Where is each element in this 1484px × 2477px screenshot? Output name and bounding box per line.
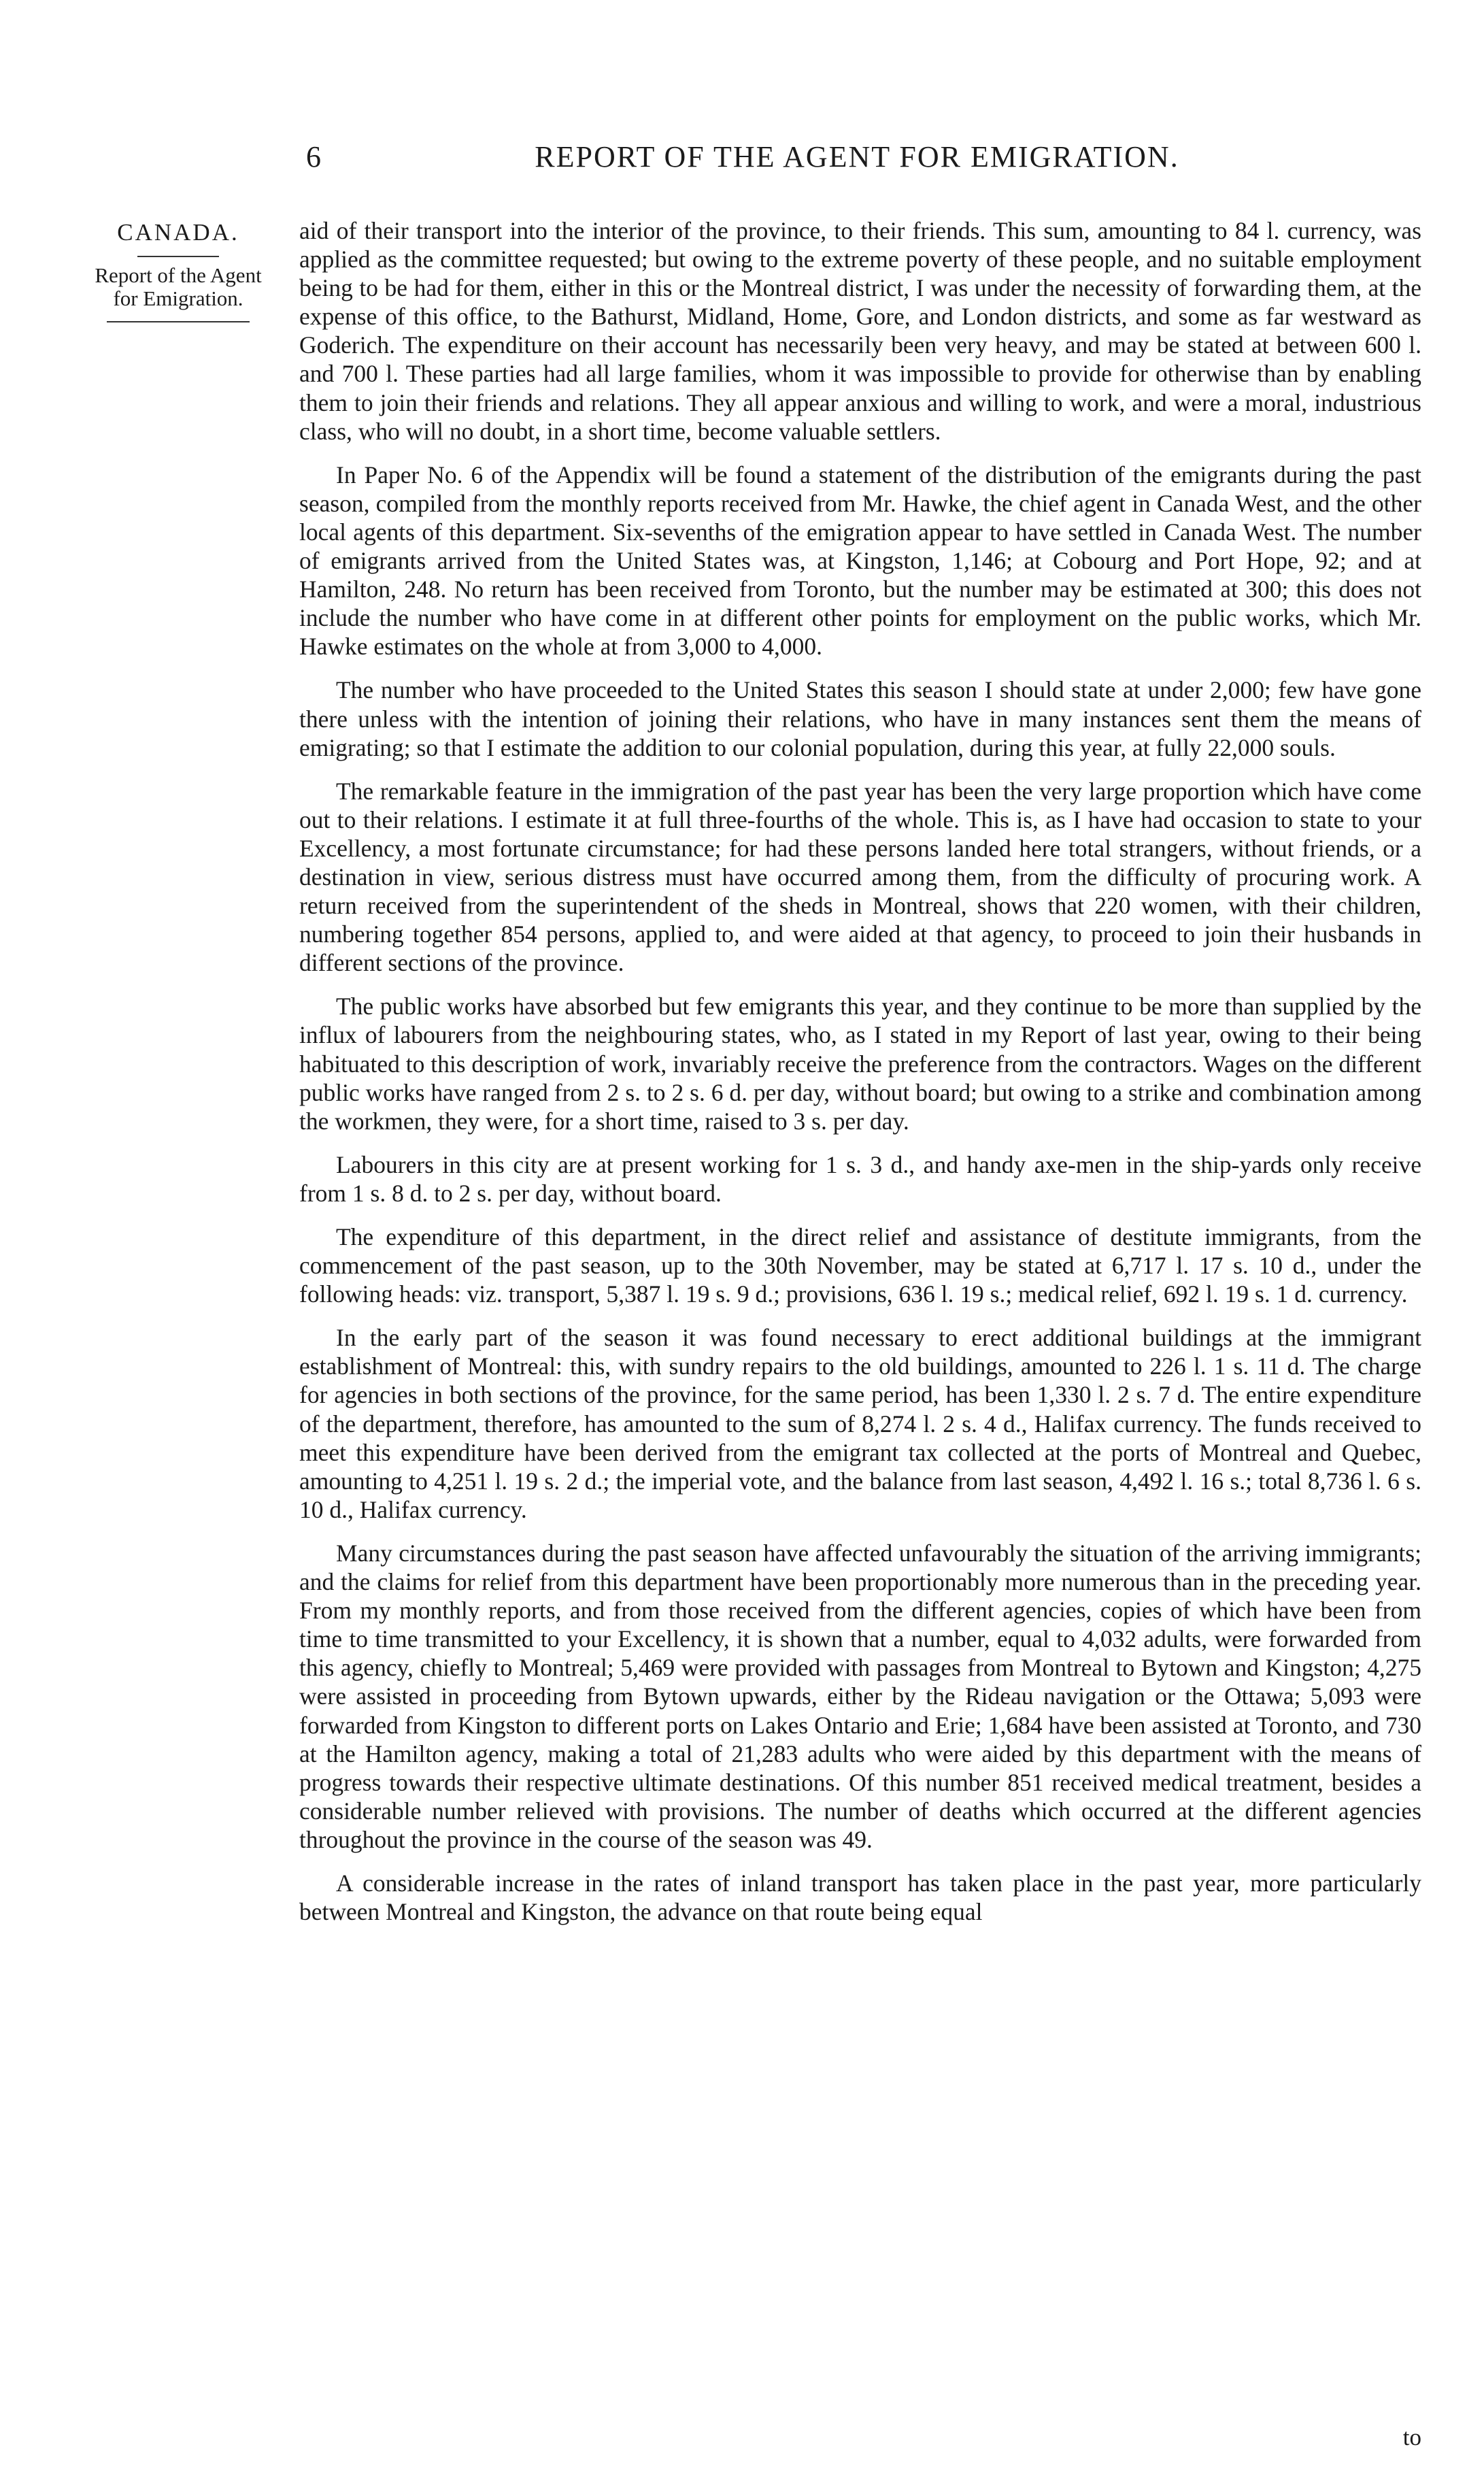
paragraph-labourers-wages: Labourers in this city are at present working for 1 s. 3 d., and handy axe-men in the ship-yards only receive from 1 s. 8 d. to 2 s. per day, without board. bbox=[299, 1150, 1421, 1207]
margin-rule-short bbox=[137, 256, 219, 257]
paragraph-transport-of-families: aid of their transport into the interior of the province, to their friends. This sum, amounting to 84 l. currency, was applied as the committee requested; but owing to the extreme poverty of these people, and no suitable employment being to be had for them, either in this or the Montreal district, I was under the necessity of forwarding them, at the expense of this office, to the Bathurst, Midland, Home, Gore, and London districts, and some as far westward as Goderich. The expenditure on their account has necessarily been very heavy, and may be stated at between 600 l. and 700 l. These parties had all large families, whom it was impossible to provide for otherwise than by enabling them to join their friends and relations. They all appear anxious and willing to work, and were a moral, industrious class, who will no doubt, in a short time, become valuable settlers. bbox=[299, 217, 1421, 445]
margin-note-caption-line1: Report of the Agent bbox=[95, 263, 262, 287]
paragraph-relations: The remarkable feature in the immigration of the past year has been the very large proportion which have come out to their relations. I estimate it at full three-fourths of the whole. This is, as I have had occasion to state to your Excellency, a most fortunate circumstance; for had these persons landed here total strangers, without friends, or a destination in view, serious distress must have occurred among them, from the difficulty of procuring work. A return received from the superintendent of the sheds in Montreal, shows that 220 women, with their children, numbering together 854 persons, applied to, and were aided at that agency, to proceed to join their husbands in different sections of the province. bbox=[299, 777, 1421, 977]
paragraph-relief-statistics: Many circumstances during the past season have affected unfavourably the situation of the arriving immigrants; and the claims for relief from this department have been proportionably more numerous than in the preceding year. From my monthly reports, and from those received from the different agencies, copies of which have been from time to time transmitted to your Excellency, it is shown that a number, equal to 4,032 adults, were forwarded from this agency, chiefly to Montreal; 5,469 were provided with passages from Montreal to Bytown and Kingston; 4,275 were assisted in proceeding from Bytown upwards, either by the Rideau navigation or the Ottawa; 5,093 were forwarded from Kingston to different ports on Lakes Ontario and Erie; 1,684 have been assisted at Toronto, and 730 at the Hamilton agency, making a total of 21,283 adults who were aided by this department with the means of progress towards their respective ultimate destinations. Of this number 851 received medical treatment, besides a considerable number relieved with provisions. The number of deaths which occurred at the different agencies throughout the province in the course of the season was 49. bbox=[299, 1539, 1421, 1853]
paragraph-inland-transport: A considerable increase in the rates of inland transport has taken place in the past year, more particularly between Montreal and Kingston, the advance on that route being equal bbox=[299, 1869, 1421, 1926]
paragraph-buildings-funds: In the early part of the season it was found necessary to erect additional buildings at the immigrant establishment of Montreal: this, with sundry repairs to the old buildings, amounted to 226 l. 1 s. 11 d. The charge for agencies in both sections of the province, for the same period, has been 1,330 l. 2 s. 7 d. The entire expenditure of the department, therefore, has amounted to the sum of 8,274 l. 2 s. 4 d., Halifax currency. The funds received to meet this expenditure have been derived from the emigrant tax collected at the ports of Montreal and Quebec, amounting to 4,251 l. 19 s. 2 d.; the imperial vote, and the balance from last season, 4,492 l. 16 s.; total 8,736 l. 6 s. 10 d., Halifax currency. bbox=[299, 1324, 1421, 1523]
paragraph-united-states: The number who have proceeded to the United States this season I should state at under 2,000; few have gone there unless with the intention of joining their relations, who have in many instances sent them the means of emigrating; so that I estimate the addition to our colonial population, during this year, at fully 22,000 souls. bbox=[299, 676, 1421, 761]
paragraph-distribution-statement: In Paper No. 6 of the Appendix will be found a statement of the distribution of the emigrants during the past season, compiled from the monthly reports received from Mr. Hawke, the chief agent in Canada West, and the other local agents of this department. Six-sevenths of the emigration appear to have settled in Canada West. The number of emigrants arrived from the United States was, at Kingston, 1,146; at Cobourg and Port Hope, 92; and at Hamilton, 248. No return has been received from Toronto, but the number may be estimated at 300; this does not include the number who have come in at different other points for employment on the public works, which Mr. Hawke estimates on the whole at from 3,000 to 4,000. bbox=[299, 461, 1421, 661]
margin-rule-long bbox=[107, 321, 250, 322]
body-text bbox=[299, 216, 1421, 1941]
catchword: to bbox=[1402, 2424, 1421, 2450]
page-number: 6 bbox=[306, 140, 321, 173]
margin-note-country: CANADA. bbox=[117, 219, 239, 246]
margin-note-caption-line2: for Emigration. bbox=[113, 286, 243, 310]
page-header bbox=[292, 139, 1421, 180]
running-title: REPORT OF THE AGENT FOR EMIGRATION. bbox=[535, 140, 1179, 173]
margin-note bbox=[56, 219, 301, 322]
paragraph-public-works: The public works have absorbed but few emigrants this year, and they continue to be more than supplied by the influx of labourers from the neighbouring states, who, as I stated in my Report of last year, owing to their being habituated to this description of work, invariably receive the preference from the contractors. Wages on the different public works have ranged from 2 s. to 2 s. 6 d. per day, without board; but owing to a strike and combination among the workmen, they were, for a short time, raised to 3 s. per day. bbox=[299, 993, 1421, 1135]
paragraph-expenditure: The expenditure of this department, in the direct relief and assistance of destitute immigrants, from the commencement of the past season, up to the 30th November, may be stated at 6,717 l. 17 s. 10 d., under the following heads: viz. transport, 5,387 l. 19 s. 9 d.; provisions, 636 l. 19 s.; medical relief, 692 l. 19 s. 1 d. currency. bbox=[299, 1223, 1421, 1308]
